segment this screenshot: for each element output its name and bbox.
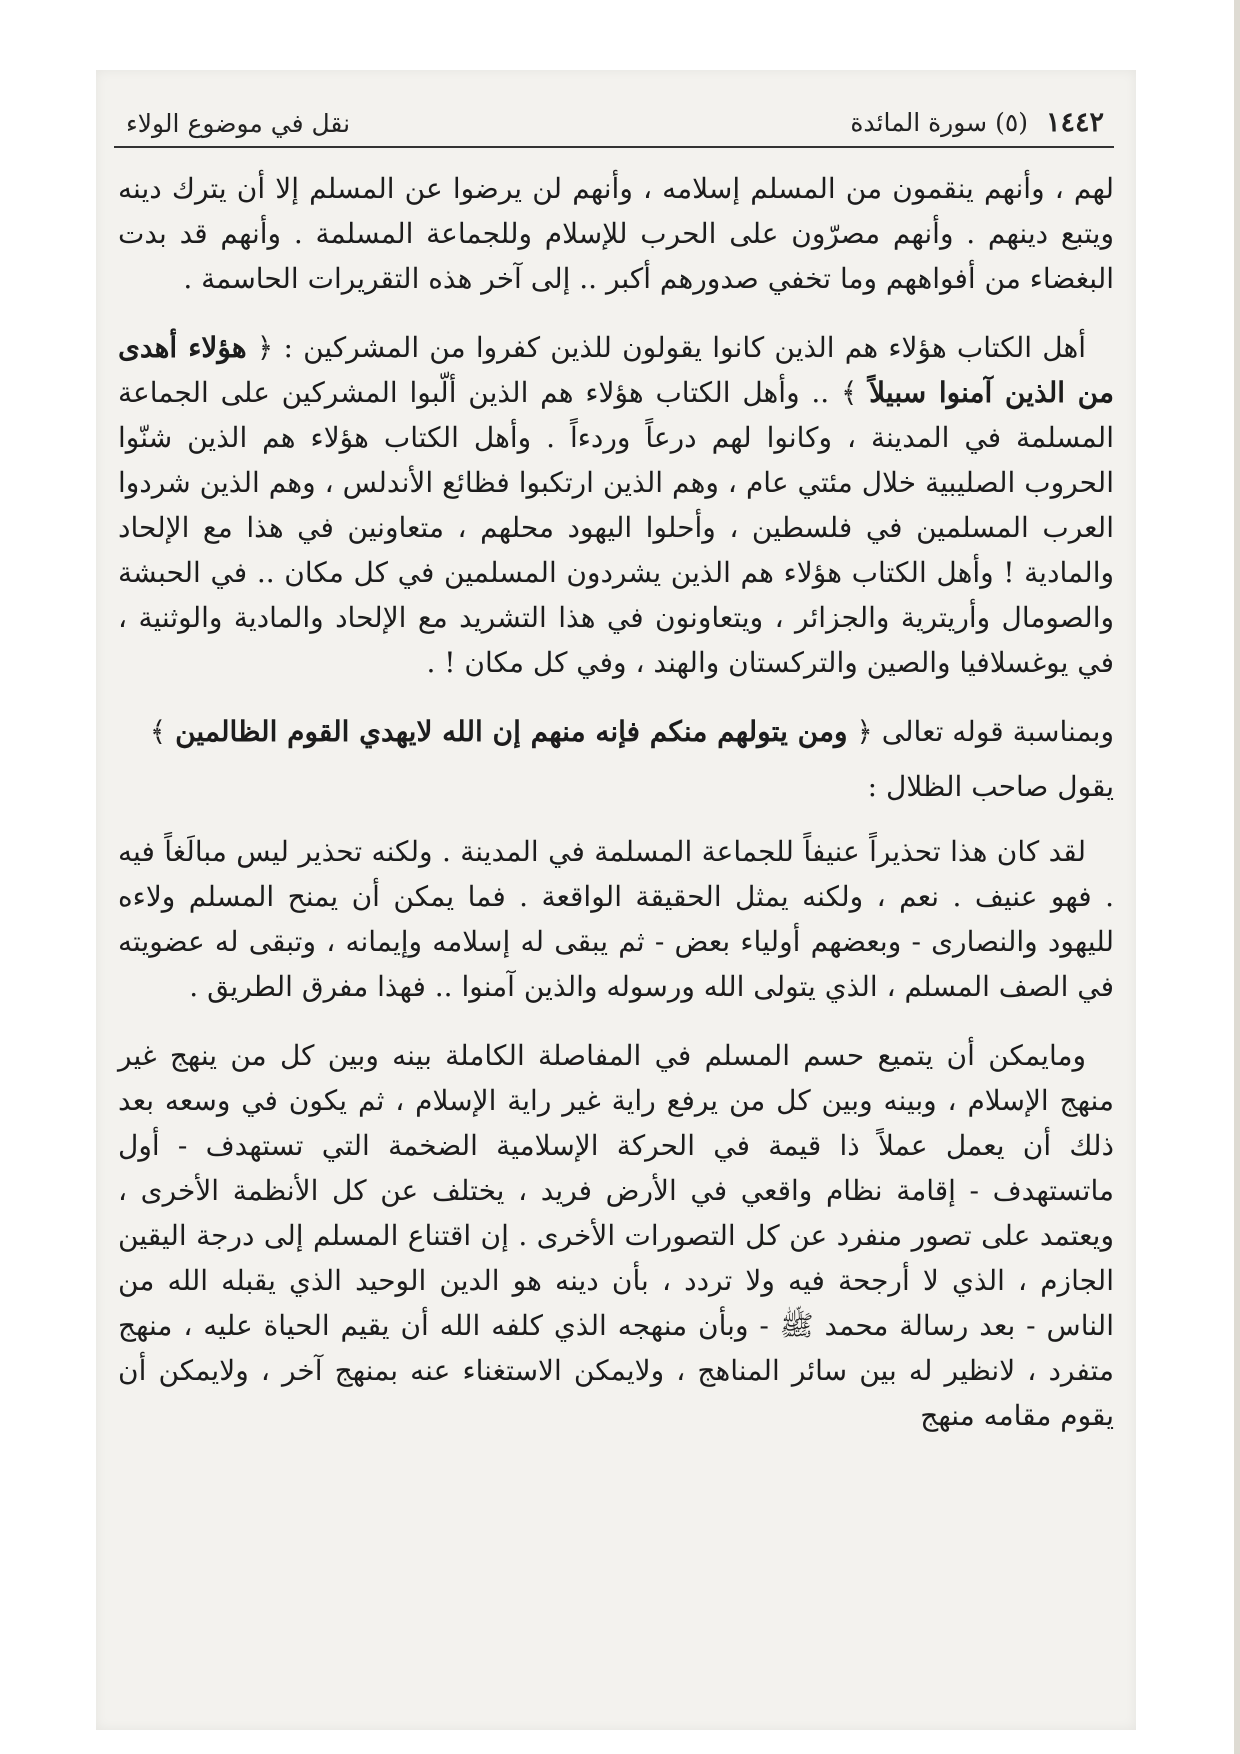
header-left-group [850, 107, 1104, 138]
paragraph-text: لقد كان هذا تحذيراً عنيفاً للجماعة المسلمة في المدينة . ولكنه تحذير ليس مبالَغاً فيه . فهو عنيف . نعم ، ولكنه يمثل الحقيقة الواقعة . فما يمكن أن يمنح المسلم ولاءه لليهود والنصارى - وبعضهم أولياء بعض - ثم يبقى له إسلامه وإيمانه ، وتبقى له عضويته في الصف المسلم ، الذي يتولى الله ورسوله والذين آمنوا .. فهذا مفرق الطريق . [118, 835, 1114, 1003]
paragraph-text: لهم ، وأنهم ينقمون من المسلم إسلامه ، وأنهم لن يرضوا عن المسلم إلا أن يترك دينه ويتبع دينهم . وأنهم مصرّون على الحرب للإسلام وللجماعة المسلمة . وأنهم قد بدت البغضاء من أفواههم وما تخفي صدورهم أكبر .. إلى آخر هذه التقريرات الحاسمة . [118, 172, 1114, 295]
quran-quote: ومن يتولهم منكم فإنه منهم إن الله لايهدي القوم الظالمين [175, 715, 848, 748]
quran-quote: هؤلاء أهدى من الذين آمنوا سبيلاً [118, 331, 1114, 409]
quran-close-bracket: ﴾ [840, 376, 858, 409]
paragraph-text: أهل الكتاب هؤلاء هم الذين كانوا يقولون للذين كفروا من المشركين : [283, 331, 1086, 364]
paragraph-text: وبمناسبة قوله تعالى [881, 715, 1114, 748]
section-topic: نقل في موضوع الولاء [126, 109, 351, 138]
surah-title: (٥) سورة المائدة [850, 108, 1029, 137]
paragraph-text: ومايمكن أن يتميع حسم المسلم في المفاصلة الكاملة بينه وبين كل من ينهج غير منهج الإسلام ، وبينه وبين كل من يرفع راية غير راية الإسلام ، ثم يكون في وسعه بعد ذلك أن يعمل عملاً ذا قيمة في الحركة الإسلامية الضخمة التي تستهدف - أول ماتستهدف - إقامة نظام واقعي في الأرض فريد ، يختلف عن كل الأنظمة الأخرى ، ويعتمد على تصور منفرد عن كل التصورات الأخرى . إن اقتناع المسلم إلى درجة اليقين الجازم ، الذي لا أرجحة فيه ولا تردد ، بأن دينه هو الدين الوحيد الذي يقبله الله من الناس - بعد رسالة محمد ﷺ - وبأن منهجه الذي كلفه الله أن يقيم الحياة عليه ، منهج متفرد ، لانظير له بين سائر المناهج ، ولايمكن الاستغناء عنه بمنهج آخر ، ولايمكن أن يقوم مقامه منهج [118, 1039, 1114, 1432]
paragraph-5 [118, 829, 1114, 1009]
scan-right-edge [1234, 0, 1240, 1754]
page-number: ١٤٤٢ [1045, 107, 1104, 138]
book-page [96, 70, 1136, 1730]
paragraph-6 [118, 1033, 1114, 1438]
paragraph-3 [118, 709, 1114, 754]
paragraph-text: يقول صاحب الظلال : [867, 770, 1114, 803]
running-header [96, 94, 1136, 138]
paragraph-2 [118, 325, 1114, 685]
quran-open-bracket: ﴿ [256, 331, 274, 364]
paragraph-text: .. وأهل الكتاب هؤلاء هم الذين ألّبوا المشركين على الجماعة المسلمة في المدينة ، وكانوا لهم درعاً وردءاً . وأهل الكتاب هؤلاء هم الذين شنّوا الحروب الصليبية خلال مئتي عام ، وهم الذين ارتكبوا فظائع الأندلس ، وهم الذين شردوا العرب المسلمين في فلسطين ، وأحلوا اليهود محلهم ، متعاونين في هذا مع الإلحاد والمادية ! وأهل الكتاب هؤلاء هم الذين يشردون المسلمين في كل مكان .. في الحبشة والصومال وأريترية والجزائر ، ويتعاونون في هذا التشريد مع الإلحاد والمادية والوثنية ، في يوغسلافيا والصين والتركستان والهند ، وفي كل مكان ! . [118, 376, 1114, 679]
quran-open-bracket: ﴿ [856, 715, 873, 748]
quran-close-bracket: ﴾ [149, 715, 167, 748]
paragraph-1 [118, 166, 1114, 301]
paragraph-4 [118, 764, 1114, 809]
page-body [118, 166, 1114, 1462]
header-divider [114, 146, 1114, 148]
